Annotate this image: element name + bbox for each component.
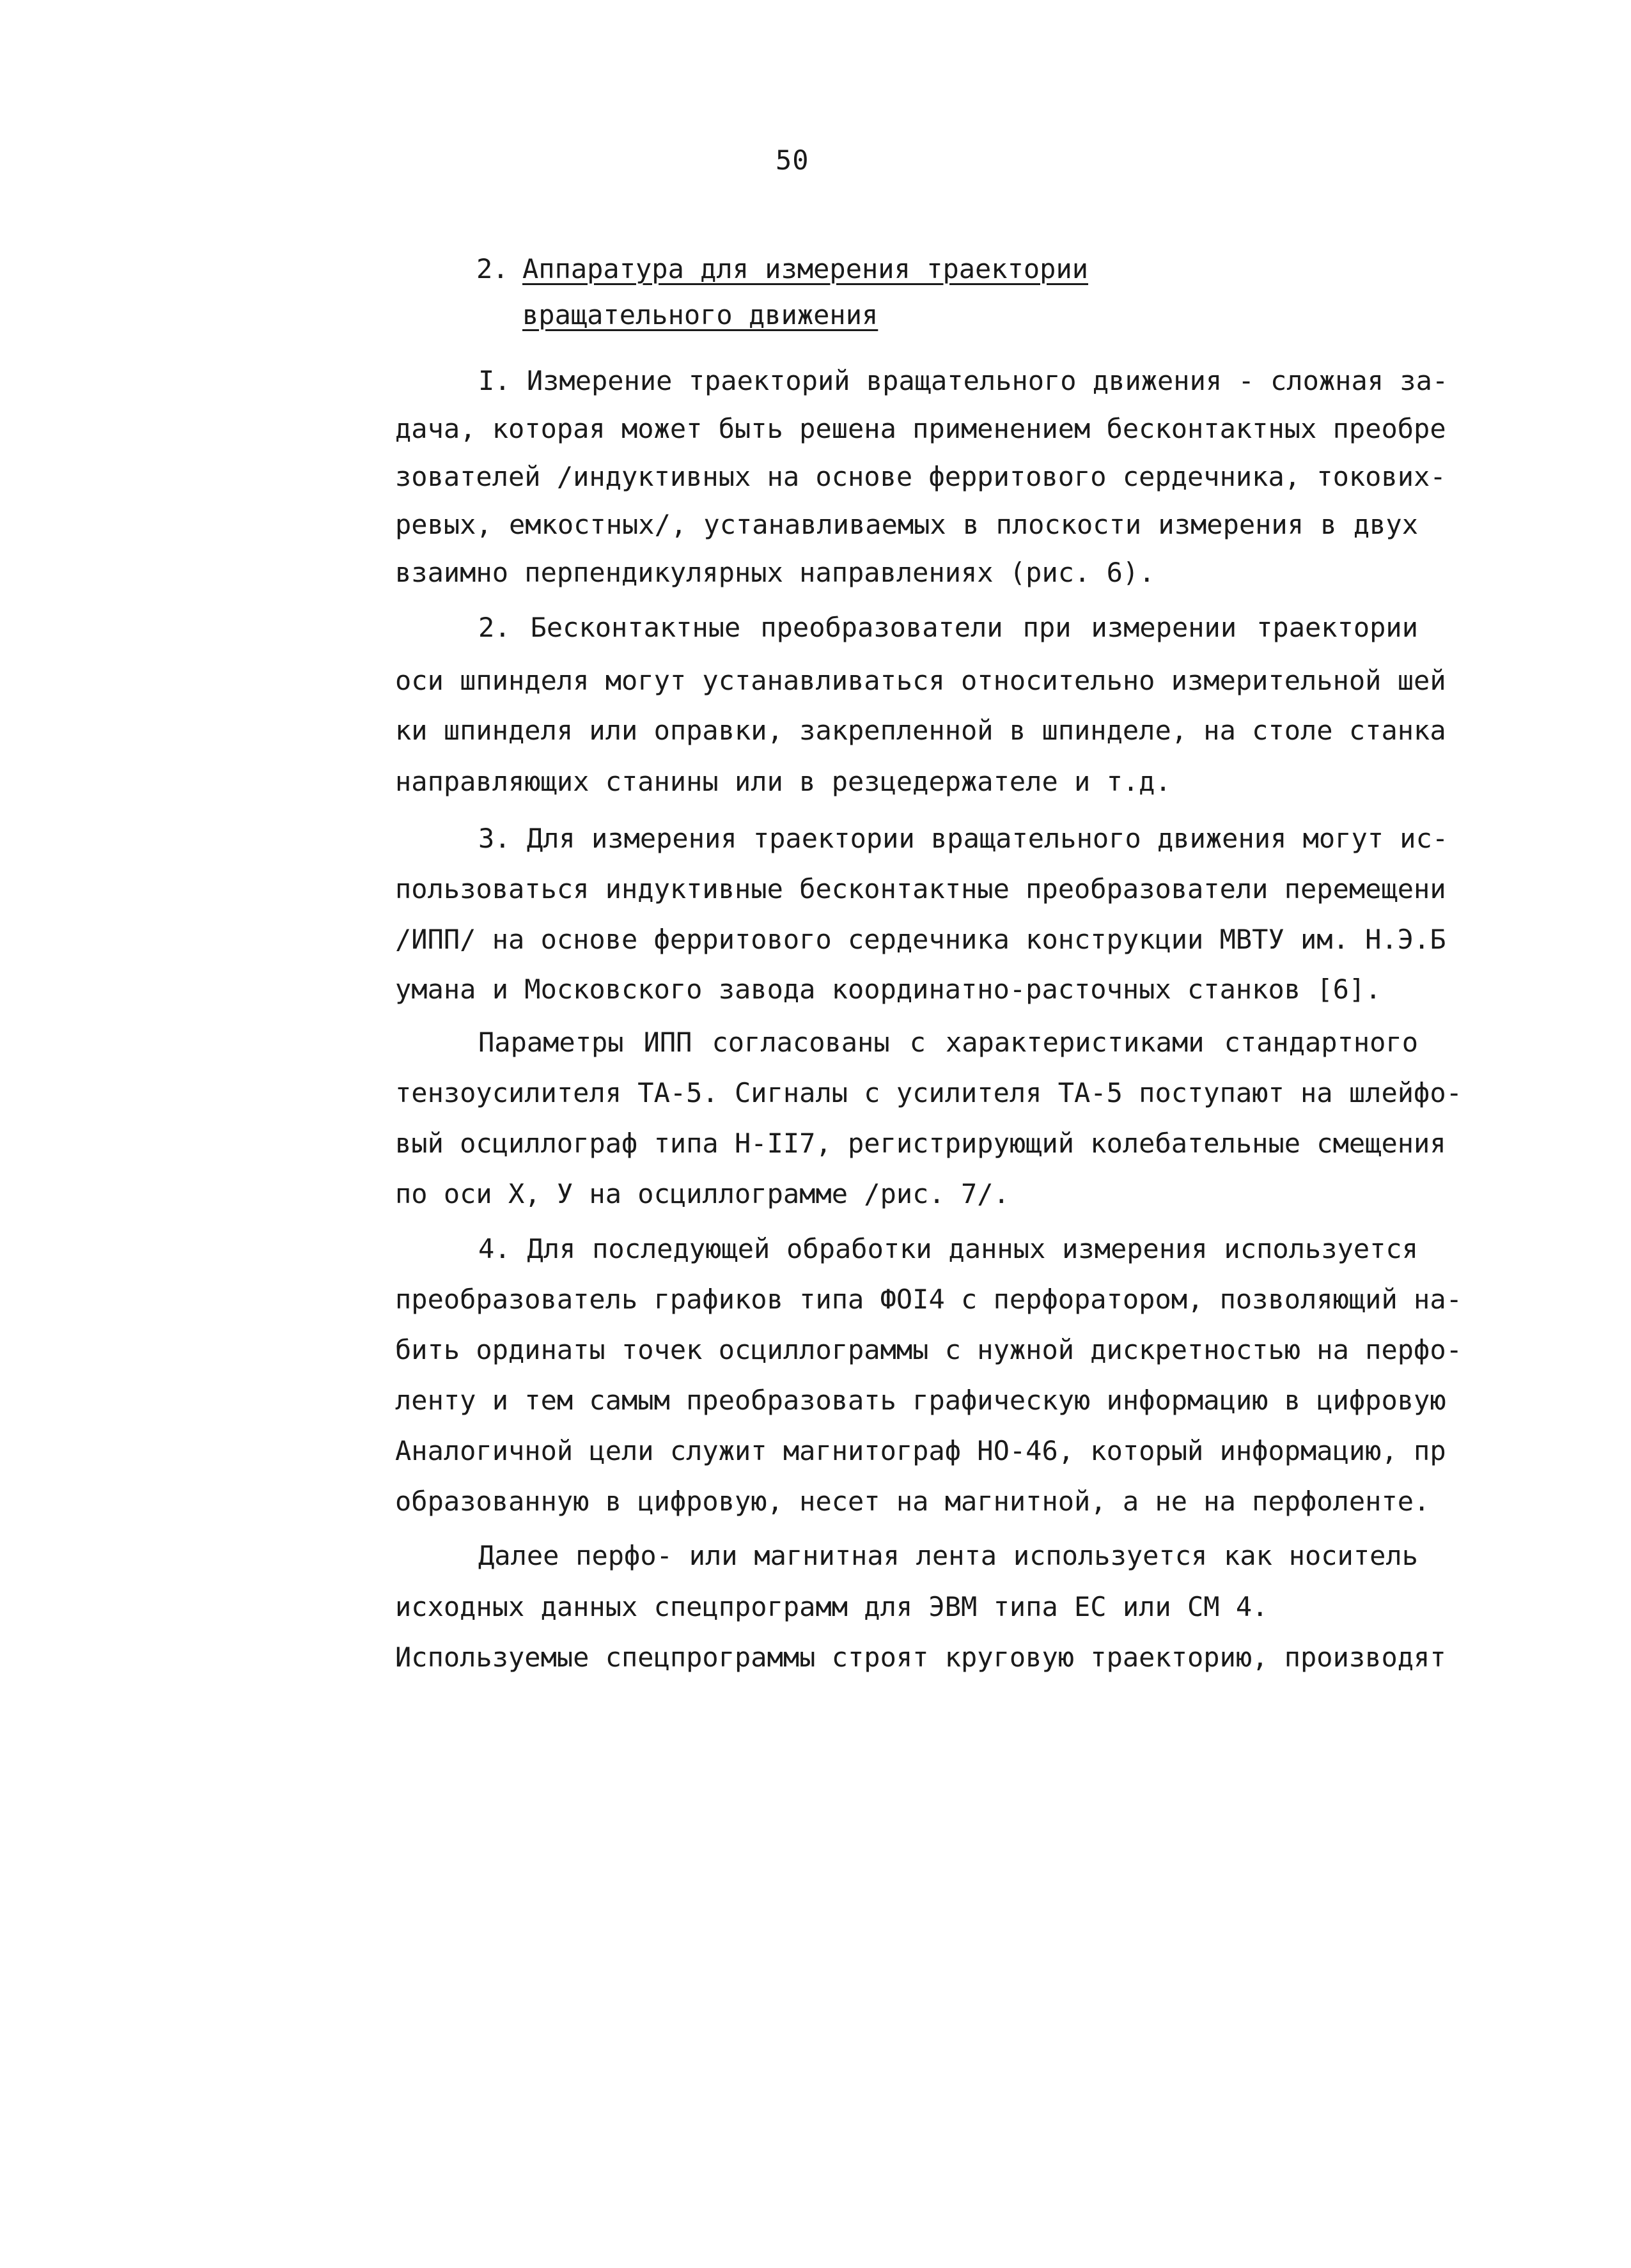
text-line: преобразователь графиков типа ФОI4 с перфоратором, позволяющий на- — [395, 1284, 1462, 1315]
text-line: I. Измерение траекторий вращательного движения - сложная за- — [478, 365, 1449, 396]
text-line: исходных данных спецпрограмм для ЭВМ типа ЕС или СМ 4. — [395, 1591, 1268, 1622]
text-line: вый осциллограф типа Н-II7, регистрирующий колебательные смещения — [395, 1128, 1446, 1159]
text-line: зователей /индуктивных на основе ферритового сердечника, токових- — [395, 461, 1446, 492]
text-line: взаимно перпендикулярных направлениях (рис. 6). — [395, 557, 1155, 588]
heading-line-1 — [476, 246, 1088, 292]
text-line: умана и Московского завода координатно-расточных станков [6]. — [395, 974, 1382, 1005]
text-line: оси шпинделя могут устанавливаться относительно измерительной шей — [395, 665, 1446, 696]
heading-title-line-2: вращательного движения — [522, 299, 878, 330]
text-line: /ИПП/ на основе ферритового сердечника конструкции МВТУ им. Н.Э.Б — [395, 924, 1446, 955]
text-line: по оси X, У на осциллограмме /рис. 7/. — [395, 1178, 1010, 1209]
text-line: Используемые спецпрограммы строят круговую траекторию, производят — [395, 1642, 1446, 1673]
text-line: направляющих станины или в резцедержателе и т.д. — [395, 766, 1171, 797]
text-line: ки шпинделя или оправки, закрепленной в шпинделе, на столе станка — [395, 715, 1446, 746]
text-line: дача, которая может быть решена применением бесконтактных преобре — [395, 413, 1446, 444]
text-line: Аналогичной цели служит магнитограф НО-46, который информацию, пр — [395, 1435, 1446, 1466]
heading-line-2 — [476, 292, 1088, 338]
page-number: 50 — [776, 144, 809, 176]
text-line: ленту и тем самым преобразовать графическую информацию в цифровую — [395, 1385, 1446, 1416]
section-heading — [476, 246, 1088, 338]
text-line: 2. Бесконтактные преобразователи при измерении траектории — [478, 612, 1418, 643]
text-line: образованную в цифровую, несет на магнитной, а не на перфоленте. — [395, 1486, 1430, 1517]
text-line: тензоусилителя ТА-5. Сигналы с усилителя ТА-5 поступают на шлейфо- — [395, 1077, 1462, 1108]
text-line: пользоваться индуктивные бесконтактные преобразователи перемещени — [395, 873, 1446, 905]
heading-number: 2. — [476, 253, 509, 284]
text-line: 4. Для последующей обработки данных измерения используется — [478, 1233, 1418, 1264]
text-line: бить ординаты точек осциллограммы с нужной дискретностью на перфо- — [395, 1334, 1462, 1365]
heading-title-line-1: Аппаратура для измерения траектории — [522, 253, 1089, 284]
text-line: Параметры ИПП согласованы с характеристиками стандартного — [478, 1027, 1418, 1058]
text-line: 3. Для измерения траектории вращательного движения могут ис- — [478, 823, 1449, 854]
text-line: ревых, емкостных/, устанавливаемых в плоскости измерения в двух — [395, 509, 1418, 540]
text-line: Далее перфо- или магнитная лента используется как носитель — [478, 1540, 1418, 1571]
